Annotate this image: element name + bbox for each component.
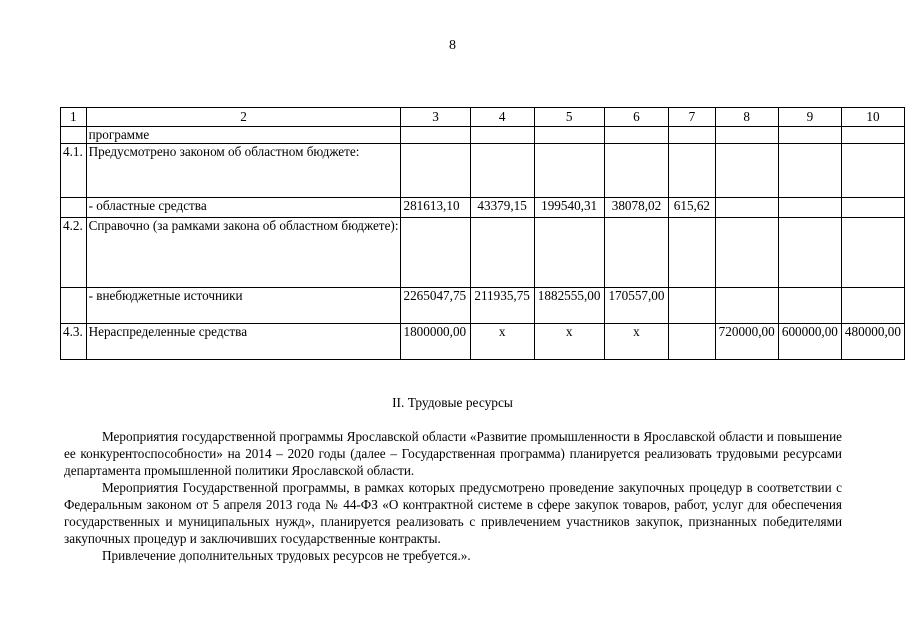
- table-cell: Предусмотрено законом об областном бюджете:: [86, 144, 401, 198]
- column-header: 6: [604, 108, 669, 127]
- table-cell: 38078,02: [604, 198, 669, 218]
- table-cell: [61, 127, 87, 144]
- table-cell: Нераспределенные средства: [86, 324, 401, 360]
- column-header: 10: [841, 108, 904, 127]
- table-cell: [778, 198, 841, 218]
- table-cell: 720000,00: [715, 324, 778, 360]
- table-cell: [470, 218, 534, 288]
- table-cell: [669, 288, 715, 324]
- table-cell: [604, 127, 669, 144]
- table-cell: 4.2.: [61, 218, 87, 288]
- table-header-row: [61, 108, 905, 127]
- column-header: 2: [86, 108, 401, 127]
- table-cell: [841, 144, 904, 198]
- table-cell: [715, 218, 778, 288]
- table-cell: [778, 288, 841, 324]
- table-cell: [604, 218, 669, 288]
- paragraph: Мероприятия Государственной программы, в рамках которых предусмотрено проведение закупочных процедур в соответствии с Федеральным законом от 5 апреля 2013 года № 44-ФЗ «О контрактной системе в сфере закупок товаров, работ, услуг для обеспечения государственных и муниципальных нужд», планируется реализовать с привлечением участников закупок, признанных победителями закупочных процедур и заключивших государственные контракты.: [64, 480, 842, 546]
- table-cell: [778, 127, 841, 144]
- table-cell: [841, 288, 904, 324]
- column-header: 4: [470, 108, 534, 127]
- table-cell: 281613,10: [401, 198, 470, 218]
- table-cell: х: [470, 324, 534, 360]
- table-cell: х: [534, 324, 604, 360]
- table-cell: [401, 144, 470, 198]
- table-cell: 199540,31: [534, 198, 604, 218]
- table-cell: [715, 288, 778, 324]
- table-row: [61, 324, 905, 360]
- section-title: II. Трудовые ресурсы: [392, 395, 513, 410]
- table-cell: [778, 218, 841, 288]
- table-cell: [841, 127, 904, 144]
- table-cell: [669, 218, 715, 288]
- table-cell: 211935,75: [470, 288, 534, 324]
- table-cell: [669, 144, 715, 198]
- table-cell: [841, 198, 904, 218]
- table-cell: [534, 127, 604, 144]
- table-cell: 2265047,75: [401, 288, 470, 324]
- table-cell: - областные средства: [86, 198, 401, 218]
- table-cell: 4.3.: [61, 324, 87, 360]
- table-cell: 615,62: [669, 198, 715, 218]
- table-cell: программе: [86, 127, 401, 144]
- table-cell: 43379,15: [470, 198, 534, 218]
- table-row: [61, 127, 905, 144]
- table-cell: [604, 144, 669, 198]
- column-header: 3: [401, 108, 470, 127]
- table-cell: 4.1.: [61, 144, 87, 198]
- table-cell: [669, 324, 715, 360]
- table-cell: [778, 144, 841, 198]
- column-header: 9: [778, 108, 841, 127]
- table-row: [61, 218, 905, 288]
- budget-table: [60, 107, 905, 360]
- column-header: 1: [61, 108, 87, 127]
- column-header: 5: [534, 108, 604, 127]
- page-number: 8: [449, 38, 456, 53]
- body-text: [64, 428, 842, 564]
- table-cell: [841, 218, 904, 288]
- table-cell: 480000,00: [841, 324, 904, 360]
- table-cell: [61, 288, 87, 324]
- table-cell: [715, 144, 778, 198]
- table-cell: [715, 198, 778, 218]
- table-cell: - внебюджетные источники: [86, 288, 401, 324]
- table-cell: х: [604, 324, 669, 360]
- table-cell: [534, 144, 604, 198]
- table-row: [61, 198, 905, 218]
- column-header: 8: [715, 108, 778, 127]
- paragraph: Привлечение дополнительных трудовых ресурсов не требуется.».: [102, 548, 471, 563]
- table-cell: [401, 127, 470, 144]
- table-cell: 1800000,00: [401, 324, 470, 360]
- table-cell: [470, 127, 534, 144]
- table-cell: [534, 218, 604, 288]
- table-cell: 1882555,00: [534, 288, 604, 324]
- table-cell: [715, 127, 778, 144]
- table-cell: [61, 198, 87, 218]
- column-header: 7: [669, 108, 715, 127]
- table-cell: 170557,00: [604, 288, 669, 324]
- table-cell: [470, 144, 534, 198]
- table-cell: 600000,00: [778, 324, 841, 360]
- table-row: [61, 288, 905, 324]
- table-cell: Справочно (за рамками закона об областном бюджете):: [86, 218, 401, 288]
- table-cell: [401, 218, 470, 288]
- paragraph: Мероприятия государственной программы Ярославской области «Развитие промышленности в Ярославской области и повышение ее конкурентоспособности» на 2014 – 2020 годы (далее – Государственная программа) планируется реализовать трудовыми ресурсами департамента промышленной политики Ярославской области.: [64, 429, 842, 478]
- table-row: [61, 144, 905, 198]
- table-cell: [669, 127, 715, 144]
